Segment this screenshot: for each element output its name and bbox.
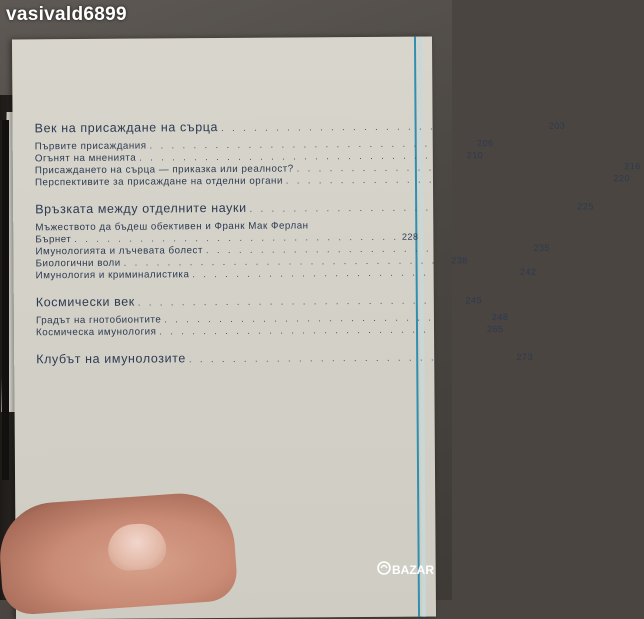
toc-page-number: 203: [549, 121, 566, 131]
toc-entry: [35, 220, 353, 233]
toc-title: Присаждането на сърца — приказка или реалност?: [35, 164, 294, 177]
toc-entry: [36, 313, 354, 326]
toc-title: Мъжеството да бъдеш обективен и Франк Мак Ферлан: [35, 220, 308, 233]
toc-title: Биологични воли: [36, 258, 121, 270]
bazar-logo: [376, 554, 446, 592]
toc-entry: [36, 256, 354, 269]
toc-title: Бърнет: [35, 234, 71, 245]
toc-entry: [35, 139, 353, 152]
toc-leader-dots: . . . . . . . . . . . . . . . . . . . . . . . . . . . . . .: [221, 121, 546, 133]
toc-entry: [35, 175, 353, 188]
toc-page-number: 216: [624, 161, 641, 171]
toc-leader-dots: . . . . . . . . . . . . . . . . . . . . . . . . . . . . . .: [206, 243, 531, 255]
toc-page-number: 225: [577, 201, 594, 211]
toc-entry: [35, 163, 353, 176]
toc-title: Перспективите за присаждане на отделни органи: [35, 176, 283, 189]
toc-title: Век на присаждане на сърца: [35, 120, 219, 135]
toc-page-number: 248: [492, 312, 509, 322]
toc-leader-dots: . . . . . . . . . . . . . . . . . . . . . . . . . . . . . .: [139, 150, 464, 162]
toc-page-number: 273: [516, 352, 533, 362]
toc-entry: [36, 325, 354, 338]
toc-entry: [35, 244, 353, 257]
logo-text: BAZAR: [392, 563, 434, 577]
toc-page-number: 220: [613, 173, 630, 183]
toc-page-number: 228: [402, 232, 419, 242]
toc-leader-dots: . . . . . . . . . . . . . . . . . . . . . . . . . . . . . .: [286, 173, 611, 185]
toc-chapter: [36, 293, 354, 309]
toc-page-number: 210: [467, 150, 484, 160]
toc-title: Клубът на имунолозите: [36, 351, 186, 366]
toc-leader-dots: . . . . . . . . . . . . . . . . . . . . . . . . . . . . . .: [164, 312, 489, 324]
toc-leader-dots: . . . . . . . . . . . . . . . . . . . . . . . . . . . . . .: [124, 255, 449, 267]
toc-page-number: 206: [477, 138, 494, 148]
toc-title: Първите присаждания: [35, 141, 147, 153]
adjacent-book-spine: [2, 120, 9, 480]
toc-title: Градът на гнотобионтите: [36, 314, 161, 326]
toc-leader-dots: . . . . . . . . . . . . . . . . . . . . . . . . . . . . . .: [189, 352, 514, 364]
toc-page-number: 245: [465, 295, 482, 305]
toc-leader-dots: . . . . . . . . . . . . . . . . . . . . . . . . . . . . . .: [250, 202, 575, 214]
toc-page-number: 235: [533, 243, 550, 253]
toc-title: Космически век: [36, 295, 135, 310]
toc-page-number: 265: [487, 324, 504, 334]
toc-leader-dots: . . . . . . . . . . . . . . . . . . . . . . . . . . . . . .: [74, 232, 399, 244]
toc-page-number: 238: [451, 255, 468, 265]
toc-entry: [35, 151, 353, 164]
toc-leader-dots: . . . . . . . . . . . . . . . . . . . . . . . . . . . . . .: [297, 161, 622, 173]
toc-title: Имунологията и лъчевата болест: [35, 245, 203, 257]
toc-title: Връзката между отделните науки: [35, 201, 247, 216]
toc-leader-dots: . . . . . . . . . . . . . . . . . . . . . . . . . . . . . .: [150, 138, 475, 150]
toc-leader-dots: . . . . . . . . . . . . . . . . . . . . . . . . . . . . . .: [138, 295, 463, 307]
table-of-contents: [35, 119, 355, 372]
watermark-text: vasivald6899: [6, 4, 127, 26]
toc-leader-dots: . . . . . . . . . . . . . . . . . . . . . . . . . . . . . .: [159, 324, 484, 336]
toc-title: Имунология и криминалистика: [36, 269, 190, 281]
toc-entry: [35, 232, 353, 245]
toc-chapter: [35, 200, 353, 216]
toc-chapter: [36, 350, 354, 366]
toc-page-number: 242: [520, 267, 537, 277]
toc-leader-dots: . . . . . . . . . . . . . . . . . . . . . . . . . . . . . .: [192, 267, 517, 279]
toc-title: Огънят на мненията: [35, 153, 137, 165]
toc-title: Космическа имунология: [36, 326, 156, 338]
toc-entry: [36, 268, 354, 281]
toc-chapter: [35, 119, 353, 135]
